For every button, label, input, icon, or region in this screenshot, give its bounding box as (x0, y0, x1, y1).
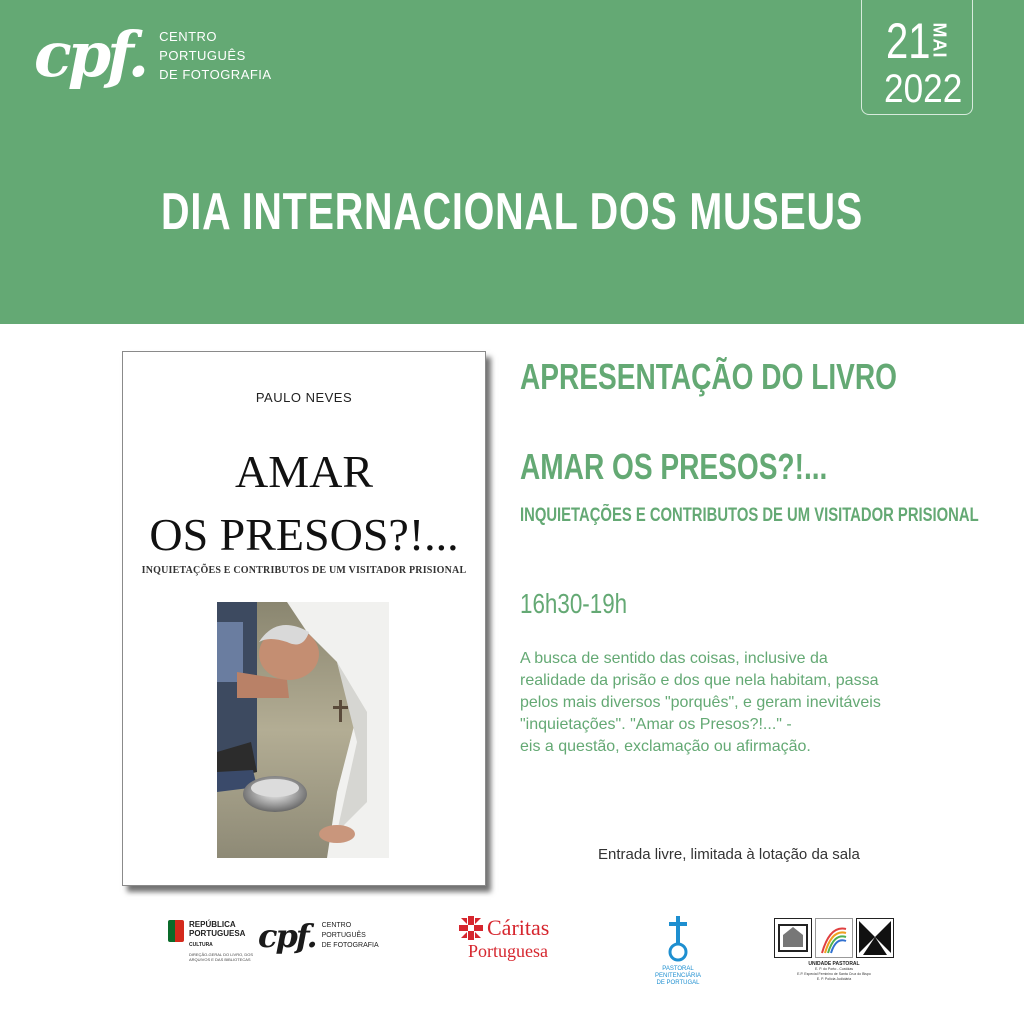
description-line: pelos mais diversos "porquês", e geram inevitáveis (520, 694, 881, 711)
book-cover-photo (217, 602, 389, 858)
header-banner (0, 0, 1024, 324)
book-cover-author: PAULO NEVES (255, 390, 353, 405)
cpf-logo-text: CENTRO PORTUGUÊS DE FOTOGRAFIA (159, 28, 272, 82)
event-label: APRESENTAÇÃO DO LIVRO (520, 356, 898, 397)
pastoral-penitenciaria-logo: PASTORAL PENITENCIÁRIA DE PORTUGAL (640, 916, 716, 987)
unidade-pastoral-logo: UNIDADE PASTORAL E. P. do Porto - Custóias E.P. Especial Feminino de Santa Cruz do Bispo E. P. Polícia Judiciária (774, 918, 894, 982)
geometric-emblem-icon (856, 918, 894, 958)
cpf-partner-logo: cpf. CENTRO PORTUGUÊS DE FOTOGRAFIA (258, 917, 379, 955)
chapel-emblem-icon (774, 918, 812, 958)
cpf-logo (34, 18, 272, 91)
date-day: 21 (886, 13, 931, 69)
event-description (520, 648, 980, 758)
book-cover-subtitle: INQUIETAÇÕES E CONTRIBUTOS DE UM VISITADOR PRISIONAL (141, 565, 467, 576)
description-line: A busca de sentido das coisas, inclusive da (520, 650, 828, 667)
book-cover-title-line2: OS PRESOS?!... (149, 509, 459, 560)
book-cover-title-line1: AMAR (234, 446, 374, 497)
event-book-name: AMAR OS PRESOS?!... (520, 446, 828, 487)
rainbow-emblem-icon (815, 918, 853, 958)
event-time: 16h30-19h (520, 588, 628, 619)
date-month: MAI (929, 22, 950, 59)
caritas-logo: Cáritas Portuguesa (458, 915, 549, 961)
description-line: realidade da prisão e dos que nela habitam, passa (520, 672, 879, 689)
entry-note: Entrada livre, limitada à lotação da sala (598, 846, 860, 863)
cpf-logo-mark: cpf. (34, 18, 146, 91)
book-cover (122, 351, 486, 886)
date-badge (861, 0, 973, 115)
republica-portuguesa-logo: REPÚBLICA PORTUGUESA CULTURA DIREÇÃO-GERAL DO LIVRO, DOS ARQUIVOS E DAS BIBLIOTECAS (168, 920, 267, 962)
key-cross-icon (663, 916, 693, 962)
page-title: DIA INTERNACIONAL DOS MUSEUS (161, 183, 863, 241)
caritas-cross-icon (458, 915, 484, 941)
description-line: eis a questão, exclamação ou afirmação. (520, 738, 811, 755)
portugal-flag-icon (168, 920, 184, 942)
date-year: 2022 (884, 67, 963, 111)
description-line: "inquietações". "Amar os Presos?!..." - (520, 716, 792, 733)
event-book-subtitle: INQUIETAÇÕES E CONTRIBUTOS DE UM VISITADOR PRISIONAL (520, 505, 979, 526)
